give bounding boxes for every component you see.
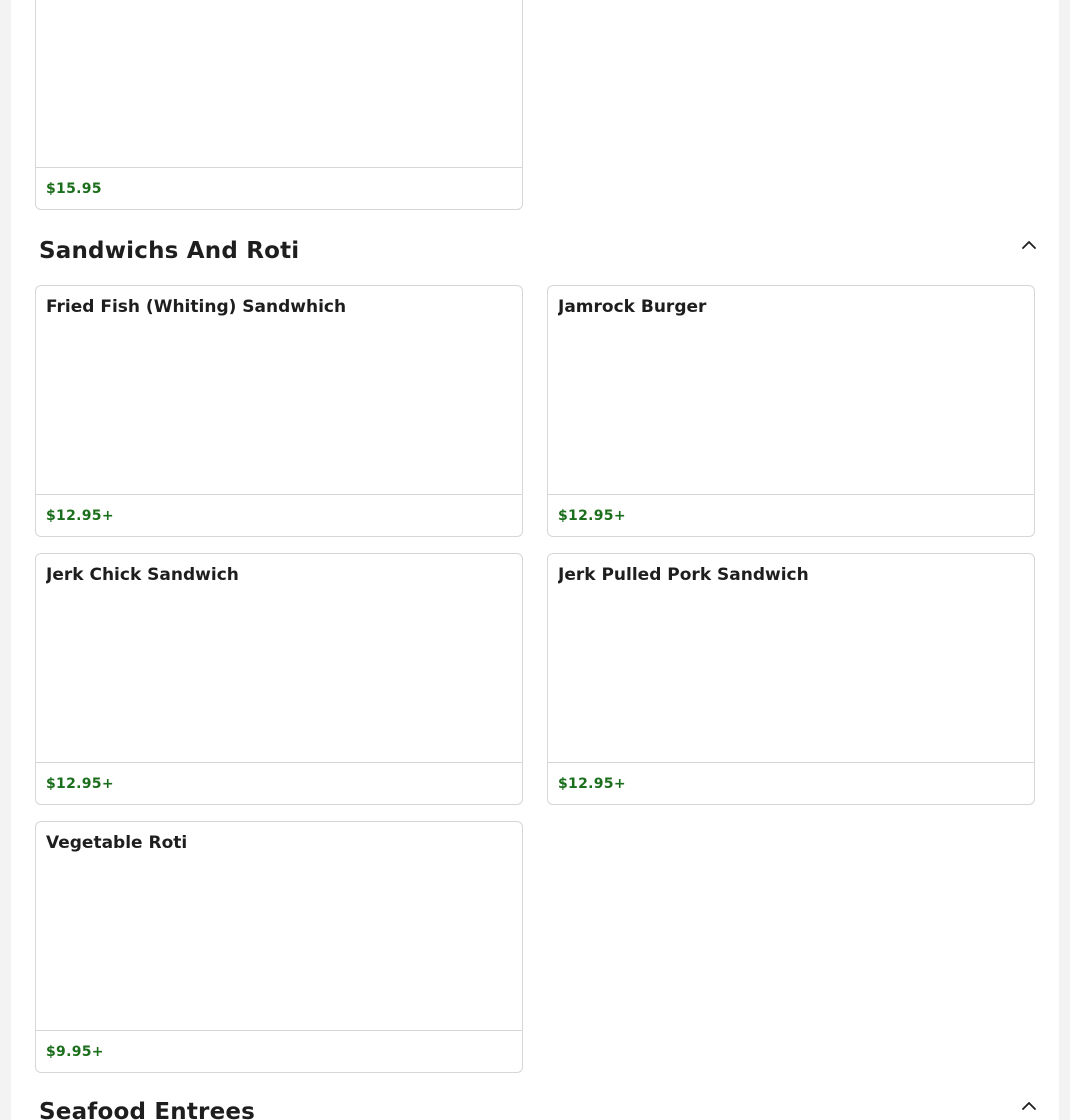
menu-item-price: $12.95+	[558, 775, 626, 792]
menu-item-footer	[36, 762, 522, 804]
menu-item-footer	[36, 1030, 522, 1072]
menu-item-body	[548, 554, 1034, 762]
menu-item-price: $9.95+	[46, 1043, 104, 1060]
menu-item-body	[36, 554, 522, 762]
menu-item-body	[548, 286, 1034, 494]
menu-item-card[interactable]	[35, 553, 523, 805]
menu-item-card[interactable]	[35, 285, 523, 537]
menu-item-footer	[36, 494, 522, 536]
menu-item-title: Jerk Chick Sandwich	[46, 565, 239, 585]
menu-item-title: Fried Fish (Whiting) Sandwhich	[46, 297, 347, 317]
chevron-up-icon[interactable]	[1019, 1095, 1039, 1115]
menu-item-body	[36, 286, 522, 494]
menu-item-price: $12.95+	[46, 507, 114, 524]
menu-item-price: $12.95+	[558, 507, 626, 524]
menu-item-footer	[548, 494, 1034, 536]
menu-item-body	[36, 0, 522, 167]
menu-item-card[interactable]	[547, 285, 1035, 537]
menu-item-card[interactable]	[35, 0, 523, 210]
menu-item-title: Vegetable Roti	[46, 833, 188, 853]
menu-item-footer	[548, 762, 1034, 804]
menu-item-title: Jerk Pulled Pork Sandwich	[558, 565, 809, 585]
menu-item-price: $12.95+	[46, 775, 114, 792]
menu-page	[11, 0, 1059, 1120]
menu-item-card[interactable]	[35, 821, 523, 1073]
section-title: Sandwichs And Roti	[39, 238, 300, 264]
chevron-up-icon[interactable]	[1019, 234, 1039, 254]
menu-item-title: Jamrock Burger	[558, 297, 707, 317]
section-title: Seafood Entrees	[39, 1099, 256, 1120]
menu-item-body	[36, 822, 522, 1030]
section-header-sandwichs-and-roti[interactable]	[39, 231, 1039, 271]
section-header-seafood-entrees[interactable]	[39, 1092, 1039, 1120]
menu-item-price: $15.95	[46, 180, 102, 197]
menu-item-footer	[36, 167, 522, 209]
menu-item-card[interactable]	[547, 553, 1035, 805]
